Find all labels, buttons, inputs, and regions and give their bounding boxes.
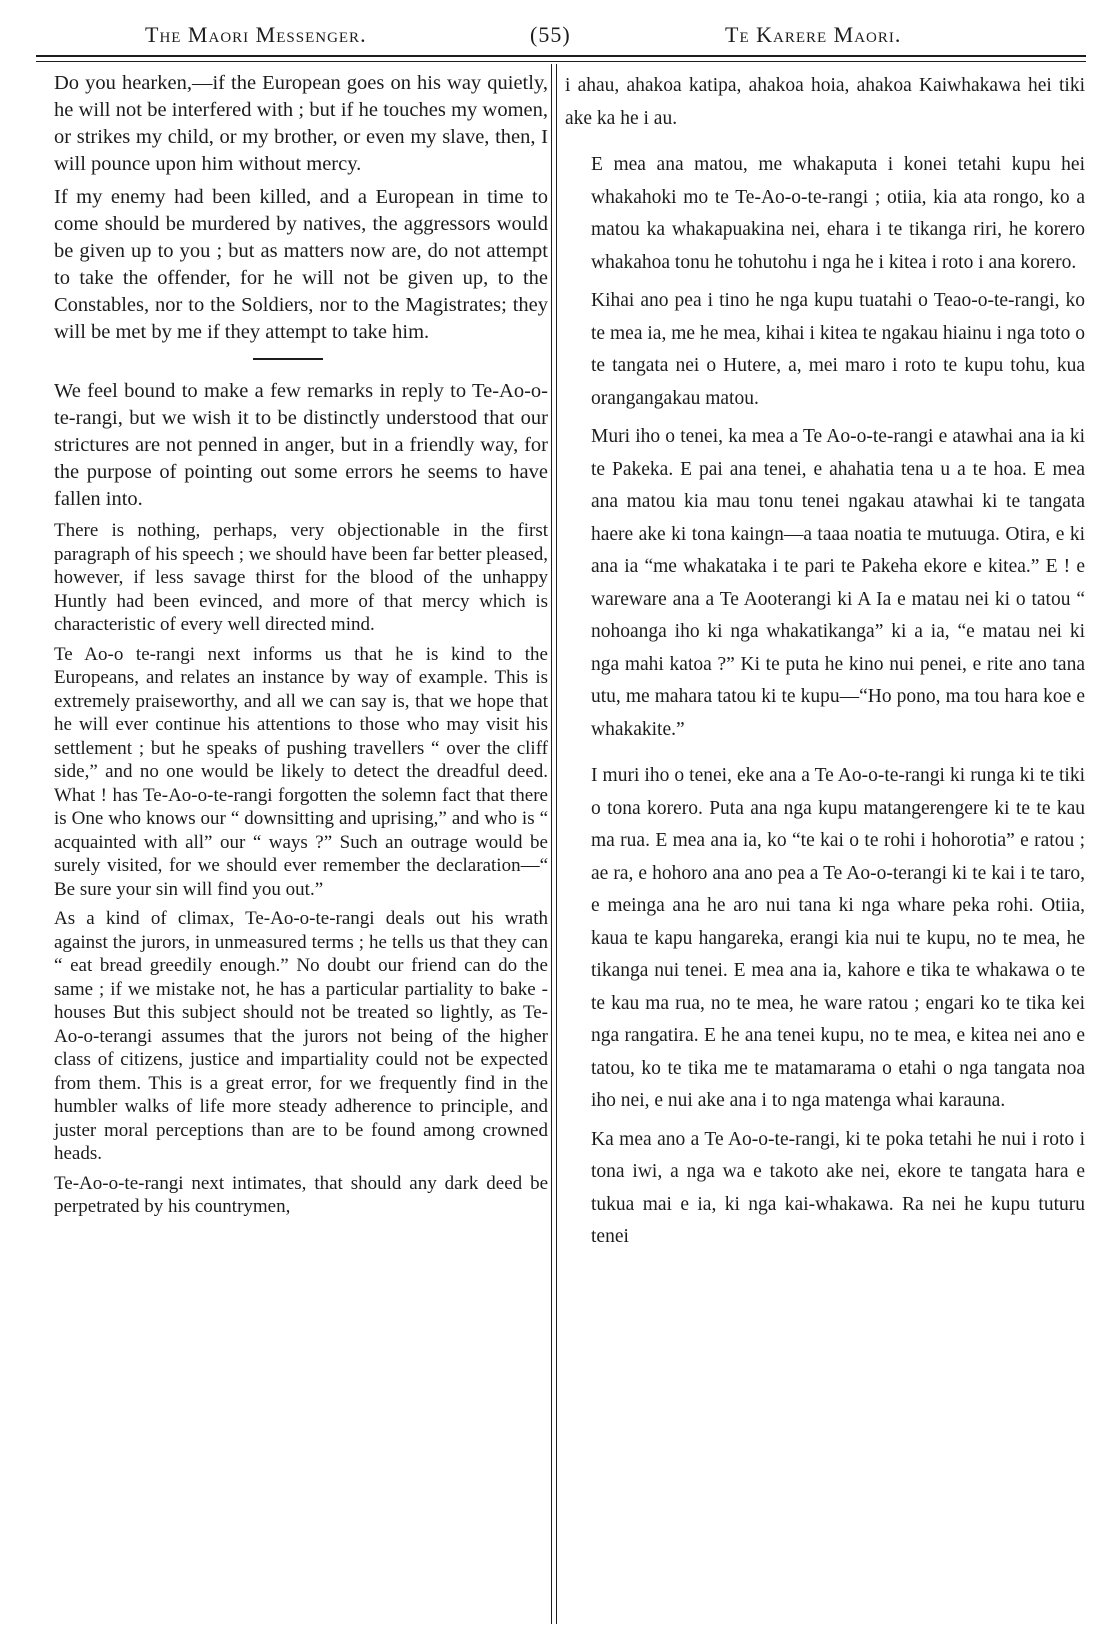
maori-column xyxy=(565,70,1085,1630)
section-divider xyxy=(253,358,323,360)
paragraph: E mea ana matou, me whakaputa i konei tetahi kupu hei whakahoki mo te Te-Ao-o-te-rangi ; otiia, kia ata rongo, ko a matou ka whakapuakina nei, ehara i te tikanga riri, he korero whakahoa tonu he tohutohu i nga he i kitea i roto i ana korero. xyxy=(591,154,1085,273)
paragraph: I muri iho o tenei, eke ana a Te Ao-o-te-rangi ki runga ki te tiki o tona korero. Puta ana nga kupu matangerengere ki te te kau ma rua. E mea ana ia, ko “te kai o te rohi i hohorotia” e ratou ; ae ra, e hohoro ana ano pea a Te Ao-o-terangi ki te kai i te taro, e meinga ana he aro nui tana ki nga whare peka rohi. Otiia, kaua te kapu hangareka, erangi kia nui te kupu, no te mea, he tikanga nui tenei. E mea ana ia, kahore e tika te whakawa o te te kau ma rua, no te mea, he ware ratou ; engari ko te tika kei nga rangatira. E he ana tenei kupu, no te mea, e kitea nei ano e tatou, ko te tika me te matamarama o etahi o nga tangata noa iho nei, e nui ake ana i to nga matenga whai karauna. xyxy=(591,765,1085,1111)
paragraph: We feel bound to make a few remarks in reply to Te-Ao-o-te-rangi, but we wish it to be distinctly understood that our strictures are not penned in anger, but in a friendly way, for the purpose of pointing out some errors he seems to have fallen into. xyxy=(54,380,548,510)
header-rule-thin xyxy=(36,61,1086,62)
maori-title: Te Karere Maori. xyxy=(725,22,902,47)
header-rule-thick xyxy=(36,55,1086,57)
paragraph: If my enemy had been killed, and a European in time to come should be murdered by natives, the aggressors would be given up to you ; but as matters now are, do not attempt to take the offender, for he will not be given up, to the Constables, nor to the Soldiers, nor to the Magistrates; they will be met by me if they attempt to take him. xyxy=(54,186,548,343)
column-divider-right xyxy=(556,64,557,1624)
paragraph: Ka mea ano a Te Ao-o-te-rangi, ki te poka tetahi he nui i roto i tona iwi, a nga wa e takoto ake nei, ekore te tangata hara e tukua mai e ia, ki nga kai-whakawa. Ra nei he kupu tuturu tenei xyxy=(591,1128,1085,1247)
running-header xyxy=(30,18,1090,58)
column-divider-left xyxy=(551,64,552,1624)
paragraph: Do you hearken,—if the European goes on his way quietly, he will not be interfered with ; but if he touches my women, or strikes my child, or my brother, or even my slave, then, I will pounce upon him without mercy. xyxy=(54,72,548,175)
page-number: (55) xyxy=(530,22,571,47)
english-column xyxy=(28,70,548,1630)
paragraph: As a kind of climax, Te-Ao-o-te-rangi deals out his wrath against the jurors, in unmeasured terms ; he tells us that they can “ eat bread greedily enough.” No doubt our friend can do the same ; if we mistake not, he has a particular partiality to bake - houses But this subject should not be treated so lightly, as Te-Ao-o-terangi assumes that the jurors not being of the higher class of citizens, justice and impartiality could not be expected from them. This is a great error, for we frequently find in the humbler walks of life more steady adherence to principle, and juster moral perceptions than are to be found among crowned heads. xyxy=(54,908,548,1164)
paragraph: Muri iho o tenei, ka mea a Te Ao-o-te-rangi e atawhai ana ia ki te Pakeka. E pai ana tenei, e ahahatia tena u a te hoa. E mea ana matou kia mau tonu tenei ngakau atawhai ki te tangata haere ake ki tona kaingn—a taaa noatia te mutuuga. Otira, e ki ana ia “me whakataka i te pari te Pakeha ekore e kitea.” E ! e wareware ana a Te Aooterangi ki A Ia e matau nei ki o tatou “ nohoanga iho ki nga whakatikanga” ki a ia, “e matau nei ki nga mahi katoa ?” Ki te puta he kino nui penei, e rite ano tana utu, me mahara tatou ki te kupu—“Ho pono, ma tou hara koe e whakakite.” xyxy=(591,426,1085,740)
paragraph: i ahau, ahakoa katipa, ahakoa hoia, ahakoa Kaiwhakawa hei tiki ake ka he i au. xyxy=(565,75,1085,129)
paragraph: Kihai ano pea i tino he nga kupu tuatahi o Teao-o-te-rangi, ko te mea ia, me he mea, kihai i kitea te ngakau hiainu i nga toto o te tangata nei o Hutere, a, mei maro i roto te kupu tohu, kua orangangakau matou. xyxy=(591,290,1085,409)
english-title: The Maori Messenger. xyxy=(145,22,367,47)
paragraph: There is nothing, perhaps, very objectionable in the first paragraph of his speech ; we should have been far better pleased, however, if less savage thirst for the blood of the unhappy Huntly had been evinced, and more of that mercy which is characteristic of every well directed mind. xyxy=(54,520,548,635)
paragraph: Te-Ao-o-te-rangi next intimates, that should any dark deed be perpetrated by his countrymen, xyxy=(54,1172,548,1217)
paragraph: Te Ao-o te-rangi next informs us that he is kind to the Europeans, and relates an instance by way of example. This is extremely praiseworthy, and all we can say is, that we hope that he will ever continue his attentions to those who may visit his settlement ; but he speaks of pushing travellers “ over the cliff side,” and no one would be likely to detect the dreadful deed. What ! has Te-Ao-o-te-rangi forgotten the solemn fact that there is One who knows our “ downsitting and uprising,” and who is “ acquainted with all” our “ ways ?” Such an outrage would be surely visited, for we should ever remember the declaration—“ Be sure your sin will find you out.” xyxy=(54,643,548,900)
